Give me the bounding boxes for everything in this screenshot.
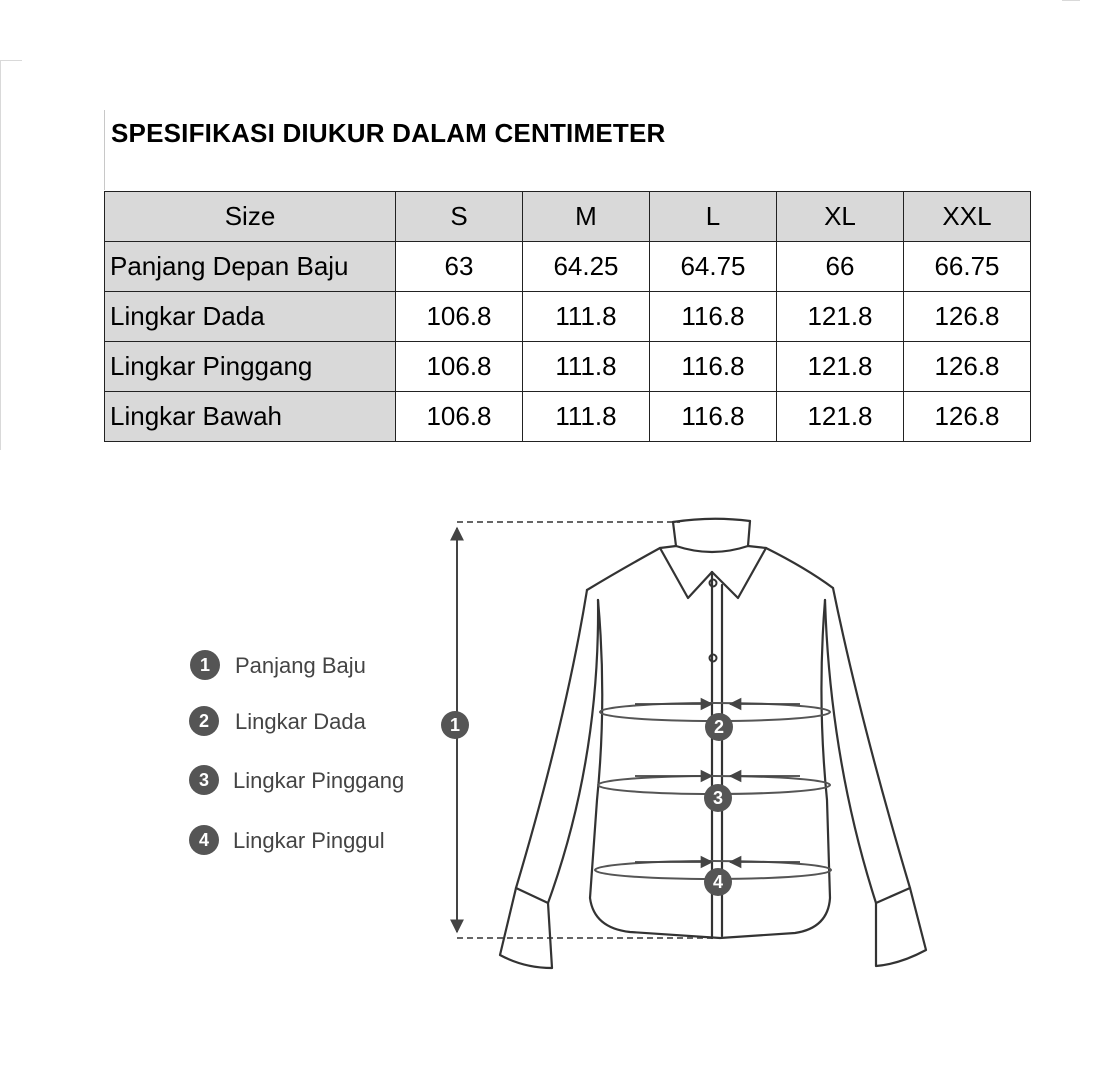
table-cell: 64.75	[650, 242, 777, 292]
legend-item	[189, 825, 385, 855]
length-measure	[441, 522, 715, 938]
length-marker-number: 1	[449, 715, 461, 735]
legend-label: Lingkar Pinggang	[233, 768, 405, 793]
table-cell: 126.8	[904, 392, 1031, 442]
legend-item	[189, 765, 404, 795]
table-cell: 106.8	[396, 342, 523, 392]
chest-measure	[600, 703, 830, 741]
table-header-cell: Size	[105, 192, 396, 242]
table-cell: 121.8	[777, 292, 904, 342]
waist-marker-number: 3	[712, 788, 724, 808]
legend	[189, 650, 404, 855]
table-cell: 116.8	[650, 392, 777, 442]
row-label: Lingkar Pinggang	[105, 342, 396, 392]
legend-number: 4	[198, 830, 210, 850]
table-header-cell: S	[396, 192, 523, 242]
table-header-cell: XXL	[904, 192, 1031, 242]
table-cell: 66.75	[904, 242, 1031, 292]
table-cell: 116.8	[650, 342, 777, 392]
table-header-cell: XL	[777, 192, 904, 242]
row-label: Lingkar Bawah	[105, 392, 396, 442]
table-cell: 111.8	[523, 392, 650, 442]
table-cell: 121.8	[777, 342, 904, 392]
waist-measure	[598, 776, 830, 812]
legend-label: Lingkar Pinggul	[233, 828, 385, 853]
table-cell: 121.8	[777, 392, 904, 442]
legend-item	[190, 650, 366, 680]
table-cell: 63	[396, 242, 523, 292]
table-header-cell: L	[650, 192, 777, 242]
table-cell: 126.8	[904, 342, 1031, 392]
table-cell: 116.8	[650, 292, 777, 342]
table-cell: 66	[777, 242, 904, 292]
legend-label: Lingkar Dada	[235, 709, 366, 734]
page-title: SPESIFIKASI DIUKUR DALAM CENTIMETER	[111, 118, 666, 148]
table-cell: 106.8	[396, 392, 523, 442]
legend-number: 2	[198, 711, 210, 731]
row-label: Lingkar Dada	[105, 292, 396, 342]
row-label: Panjang Depan Baju	[105, 242, 396, 292]
table-cell: 111.8	[523, 342, 650, 392]
table-cell: 126.8	[904, 292, 1031, 342]
legend-number: 3	[198, 770, 210, 790]
hip-marker-number: 4	[712, 872, 724, 892]
legend-item	[189, 706, 367, 736]
table-cell: 64.25	[523, 242, 650, 292]
legend-number: 1	[199, 655, 211, 675]
table-cell: 106.8	[396, 292, 523, 342]
chest-marker-number: 2	[713, 717, 725, 737]
table-header-cell: M	[523, 192, 650, 242]
table-cell: 111.8	[523, 292, 650, 342]
legend-label: Panjang Baju	[235, 653, 366, 678]
